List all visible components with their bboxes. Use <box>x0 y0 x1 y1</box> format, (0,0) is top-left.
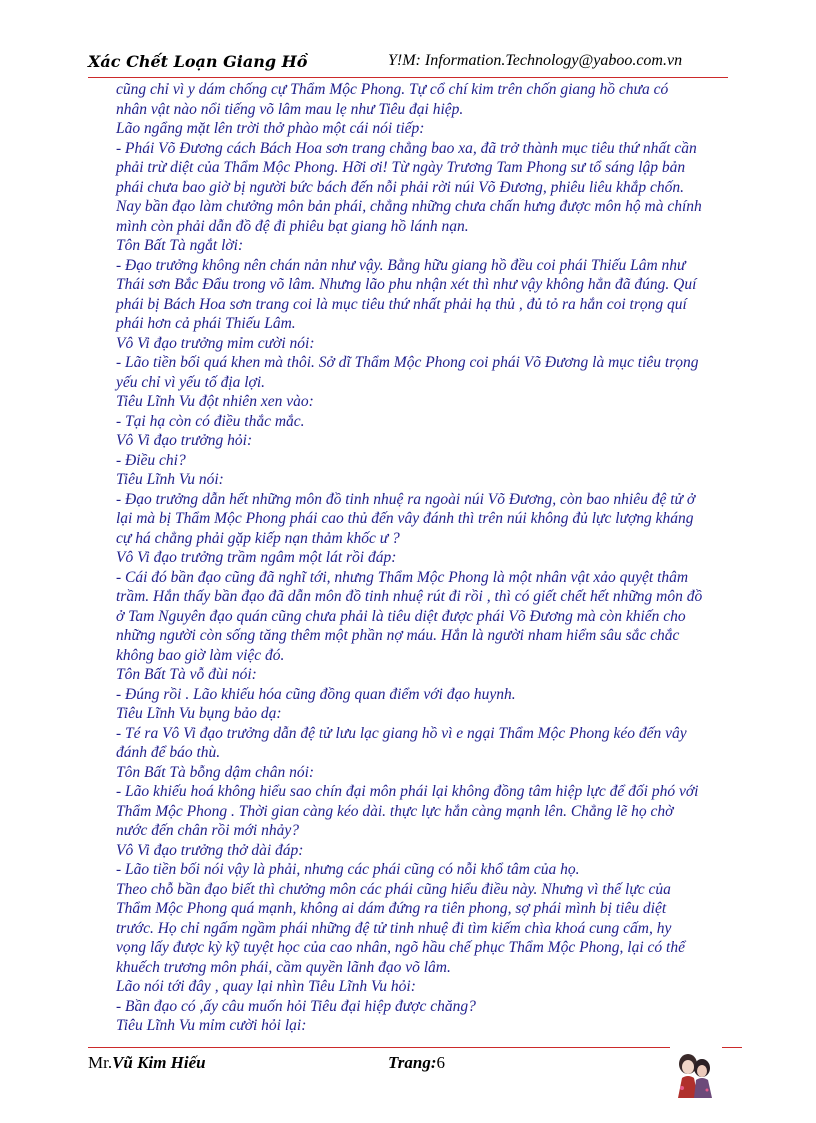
text-line: Thái sơn Bắc Đẩu trong võ lâm. Nhưng lão phu nhận xét thì như vậy không hẳn đã đúng. Quí <box>116 276 697 293</box>
header-divider <box>88 77 728 78</box>
page-number: 6 <box>436 1053 445 1072</box>
header-title: Xác Chết Loạn Giang Hồ <box>88 52 308 71</box>
text-line: trầm. Hắn thấy bần đạo đã dẫn môn đồ tinh nhuệ rút đi rồi , thì có giết chết hết những môn đồ <box>116 588 703 605</box>
text-line: - Tại hạ còn có điều thắc mắc. <box>116 412 305 430</box>
text-line: - Phái Võ Đương cách Bách Hoa sơn trang chẳng bao xa, đã trở thành mục tiêu thứ nhất cần <box>116 139 697 157</box>
text-line: - Đạo trưởng dẫn hết những môn đồ tinh nhuệ ra ngoài núi Võ Đương, còn bao nhiêu đệ tử ở <box>116 490 696 508</box>
text-line: vọng lấy được kỳ kỹ tuyệt học của cao nhân, ngõ hầu chế phục Thẩm Mộc Phong, lại có thể <box>116 939 685 956</box>
text-line: khuếch trương môn phái, cầm quyền lãnh đạo võ lâm. <box>116 958 451 976</box>
text-line: - Bần đạo có ,ấy câu muốn hỏi Tiêu đại hiệp được chăng? <box>116 997 476 1015</box>
text-line: Tiêu Lĩnh Vu đột nhiên xen vào: <box>116 393 314 410</box>
text-line: - Cái đó bần đạo cũng đã nghĩ tới, nhưng Thẩm Mộc Phong là một nhân vật xảo quyệt thâm <box>116 568 689 586</box>
footer-divider-end <box>722 1047 742 1048</box>
text-line: mình còn phải dẫn đồ đệ đi phiêu bạt giang hồ lánh nạn. <box>116 217 469 235</box>
text-line: Tôn Bất Tà bỗng dậm chân nói: <box>116 763 315 781</box>
text-line: Tôn Bất Tà vỗ đùi nói: <box>116 666 257 683</box>
text-line: Vô Vi đạo trưởng thở dài đáp: <box>116 841 304 859</box>
text-line: phái bị Bách Hoa sơn trang coi là mục tiêu thứ nhất phải hạ thủ , đủ tỏ ra hắn coi trọng quí <box>116 295 687 313</box>
text-line: Thẩm Mộc Phong . Thời gian càng kéo dài. thực lực hắn càng mạnh lên. Chẳng lẽ họ chờ <box>116 802 674 820</box>
text-line: không bao giờ làm việc đó. <box>116 646 285 664</box>
author-name: Vũ Kim Hiếu <box>112 1053 206 1072</box>
text-line: - Điều chi? <box>116 451 186 469</box>
text-line: Tôn Bất Tà ngắt lời: <box>116 237 244 254</box>
text-line: đánh để báo thù. <box>116 744 221 761</box>
text-line: - Đúng rồi . Lão khiếu hóa cũng đồng quan điểm với đạo huynh. <box>116 685 516 703</box>
text-line: - Lão tiền bối quá khen mà thôi. Sở dĩ Thẩm Mộc Phong coi phái Võ Đương là mục tiêu trọng <box>116 354 699 371</box>
text-line: Nay bần đạo làm chưởng môn bản phái, chẳng những chưa chấn hưng được môn hộ mà chính <box>116 198 702 215</box>
text-line: Thẩm Mộc Phong quá mạnh, không ai dám đứng ra tiên phong, sợ phái mình bị tiêu diệt <box>116 900 667 917</box>
story-body <box>116 80 728 1036</box>
text-line: - Lão tiền bối nói vậy là phải, nhưng các phái cũng có nỗi khổ tâm của họ. <box>116 861 580 878</box>
footer-page <box>388 1053 445 1073</box>
text-line: nhân vật nào nổi tiếng võ lâm mau lẹ như Tiêu đại hiệp. <box>116 100 464 118</box>
text-line: - Lão khiếu hoá không hiểu sao chín đại môn phái lại không đồng tâm hiệp lực để đối phó với <box>116 783 699 800</box>
text-line: Vô Vi đạo trưởng hỏi: <box>116 432 253 449</box>
footer-illustration <box>674 1048 714 1098</box>
text-line: Tiêu Lĩnh Vu mỉm cười hỏi lại: <box>116 1017 307 1034</box>
text-line: lại mà bị Thẩm Mộc Phong phái cao thủ đến vây đánh thì trên núi không đủ lực lượng kháng <box>116 510 694 527</box>
footer-divider <box>88 1047 670 1048</box>
header-email: Y!M: Information.Technology@yaboo.com.vn <box>388 52 683 69</box>
text-line: phái chưa bao giờ bị người bức bách đến nỗi phải rời núi Võ Đương, phiêu liêu khắp chốn. <box>116 178 685 196</box>
text-line: Vô Vi đạo trưởng trầm ngâm một lát rồi đáp: <box>116 549 397 566</box>
text-line: Tiêu Lĩnh Vu nói: <box>116 471 224 488</box>
text-line: yếu chỉ vì yếu tố địa lợi. <box>116 373 266 391</box>
text-line: - Đạo trưởng không nên chán nản như vậy. Bằng hữu giang hồ đều coi phái Thiếu Lâm như <box>116 256 686 274</box>
text-line: Lão nói tới đây , quay lại nhìn Tiêu Lĩnh Vu hỏi: <box>116 978 416 995</box>
text-line: Theo chỗ bần đạo biết thì chưởng môn các phái cũng hiểu điều này. Nhưng vì thế lực của <box>116 880 671 898</box>
footer-author <box>88 1053 206 1073</box>
text-line: nước đến chân rồi mới nhảy? <box>116 822 299 839</box>
text-line: Tiêu Lĩnh Vu bụng bảo dạ: <box>116 705 282 722</box>
text-line: - Té ra Vô Vi đạo trưởng dẫn đệ tử lưu lạc giang hồ vì e ngại Thẩm Mộc Phong kéo đến vây <box>116 724 687 742</box>
page-label: Trang: <box>388 1053 437 1072</box>
author-prefix: Mr. <box>88 1053 113 1072</box>
text-line: cũng chỉ vì y dám chống cự Thẩm Mộc Phong. Tự cổ chí kim trên chốn giang hồ chưa có <box>116 81 669 98</box>
text-line: Lão ngẩng mặt lên trời thở phào một cái nói tiếp: <box>116 120 425 137</box>
text-line: phái hơn cả phái Thiếu Lâm. <box>116 315 296 332</box>
text-line: phải trừ diệt của Thẩm Mộc Phong. Hỡi ơi! Từ ngày Trương Tam Phong sư tổ sáng lập bản <box>116 159 686 176</box>
text-line: Vô Vi đạo trưởng mỉm cười nói: <box>116 334 315 352</box>
text-line: ở Tam Nguyên đạo quán cũng chưa phải là tiêu diệt được phái Võ Đương mà còn khiến cho <box>116 607 686 625</box>
text-line: những người còn sống tăng thêm một phần nợ máu. Hắn là người nham hiểm sâu sắc chắc <box>116 627 680 644</box>
text-line: trước. Họ chỉ ngấm ngầm phái những đệ tử tinh nhuệ đi tìm kiếm chìa khoá cung cấm, hy <box>116 919 672 937</box>
text-line: cự há chẳng phải gặp kiếp nạn thảm khốc ư ? <box>116 529 400 547</box>
